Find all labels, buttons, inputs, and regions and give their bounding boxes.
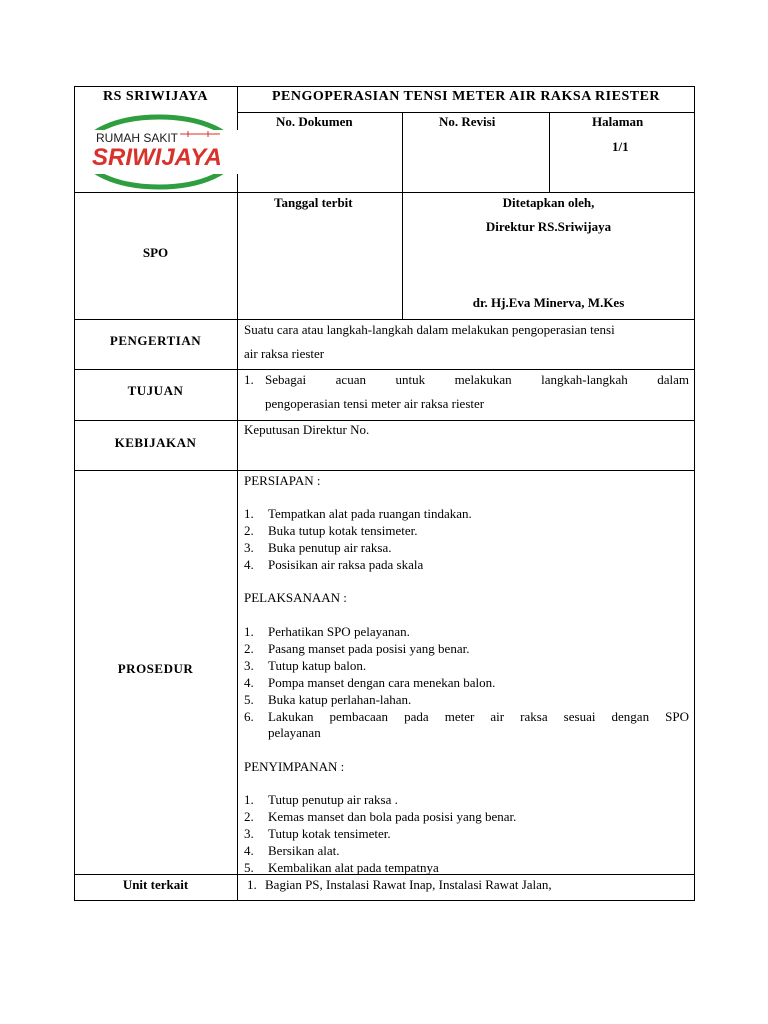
unit-terkait-label: Unit terkait — [122, 877, 189, 892]
list-item: Kemas manset dan bola pada posisi yang benar. — [268, 809, 517, 824]
list-item-number: 5. — [244, 692, 254, 707]
hospital-name: RS SRIWIJAYA — [103, 89, 208, 104]
unit-terkait-number: 1. — [247, 877, 257, 892]
list-item: Tempatkan alat pada ruangan tindakan. — [268, 506, 472, 521]
list-item: Tutup katup balon. — [268, 658, 367, 673]
revision-label: No. Revisi — [439, 114, 496, 129]
page-label: Halaman — [592, 114, 644, 129]
list-item-number: 4. — [244, 675, 254, 690]
list-item: Buka katup perlahan-lahan. — [268, 692, 412, 707]
tujuan-text-line1: Sebagai acuan untuk melakukan langkah-langkah dalam — [265, 372, 689, 387]
list-item-number: 3. — [244, 658, 254, 673]
page-value: 1/1 — [612, 139, 629, 154]
list-item: Perhatikan SPO pelayanan. — [268, 624, 410, 639]
list-item: Bersikan alat. — [268, 843, 340, 858]
unit-terkait-text: Bagian PS, Instalasi Rawat Inap, Instalasi Rawat Jalan, — [265, 877, 552, 892]
list-item-number: 3. — [244, 826, 254, 841]
row-divider — [237, 112, 695, 113]
kebijakan-text: Keputusan Direktur No. — [244, 422, 370, 437]
row-divider — [74, 470, 695, 471]
column-divider — [237, 86, 238, 901]
list-item-number: 2. — [244, 641, 254, 656]
kebijakan-label: KEBIJAKAN — [114, 435, 197, 450]
list-item-continuation: pelayanan — [268, 725, 321, 740]
pengertian-text-line1: Suatu cara atau langkah-langkah dalam melakukan pengoperasian tensi — [244, 322, 615, 337]
cell-divider — [549, 112, 550, 192]
list-item-number: 4. — [244, 843, 254, 858]
row-divider — [74, 192, 695, 193]
list-item-number: 2. — [244, 809, 254, 824]
director-name: dr. Hj.Eva Minerva, M.Kes — [472, 295, 625, 310]
logo-main-text: SRIWIJAYA — [92, 144, 222, 171]
list-item: Buka penutup air raksa. — [268, 540, 392, 555]
tujuan-number: 1. — [244, 372, 254, 387]
tujuan-label: TUJUAN — [127, 383, 184, 398]
established-by: Ditetapkan oleh, — [502, 195, 595, 210]
pengertian-label: PENGERTIAN — [109, 333, 202, 348]
list-item-number: 2. — [244, 523, 254, 538]
list-item: Tutup penutup air raksa . — [268, 792, 398, 807]
list-item: Posisikan air raksa pada skala — [268, 557, 424, 572]
list-item-number: 4. — [244, 557, 254, 572]
row-divider — [74, 369, 695, 370]
list-item-number: 6. — [244, 709, 254, 724]
document-number-label: No. Dokumen — [276, 114, 353, 129]
pengertian-text-line2: air raksa riester — [244, 346, 325, 361]
list-item: Lakukan pembacaan pada meter air raksa sesuai dengan SPO — [268, 709, 689, 724]
document-title: PENGOPERASIAN TENSI METER AIR RAKSA RIESTER — [271, 89, 661, 104]
list-item-number: 1. — [244, 624, 254, 639]
list-item-number: 5. — [244, 860, 254, 875]
list-item: Buka tutup kotak tensimeter. — [268, 523, 418, 538]
row-divider — [74, 319, 695, 320]
list-item: Pasang manset pada posisi yang benar. — [268, 641, 470, 656]
persiapan-heading: PERSIAPAN : — [244, 473, 321, 488]
cell-divider — [402, 112, 403, 319]
list-item-number: 3. — [244, 540, 254, 555]
list-item-number: 1. — [244, 792, 254, 807]
list-item-number: 1. — [244, 506, 254, 521]
logo-top-text: RUMAH SAKIT — [96, 131, 179, 145]
penyimpanan-heading: PENYIMPANAN : — [244, 759, 345, 774]
list-item: Kembalikan alat pada tempatnya — [268, 860, 439, 875]
director-title: Direktur RS.Sriwijaya — [485, 219, 612, 234]
list-item: Tutup kotak tensimeter. — [268, 826, 391, 841]
prosedur-label: PROSEDUR — [117, 661, 194, 676]
pelaksanaan-heading: PELAKSANAAN : — [244, 590, 347, 605]
row-divider — [74, 420, 695, 421]
tujuan-text-line2: pengoperasian tensi meter air raksa riester — [265, 396, 485, 411]
spo-label: SPO — [142, 245, 169, 260]
list-item: Pompa manset dengan cara menekan balon. — [268, 675, 496, 690]
hospital-logo — [80, 112, 238, 190]
issue-date-label: Tanggal terbit — [274, 195, 353, 210]
